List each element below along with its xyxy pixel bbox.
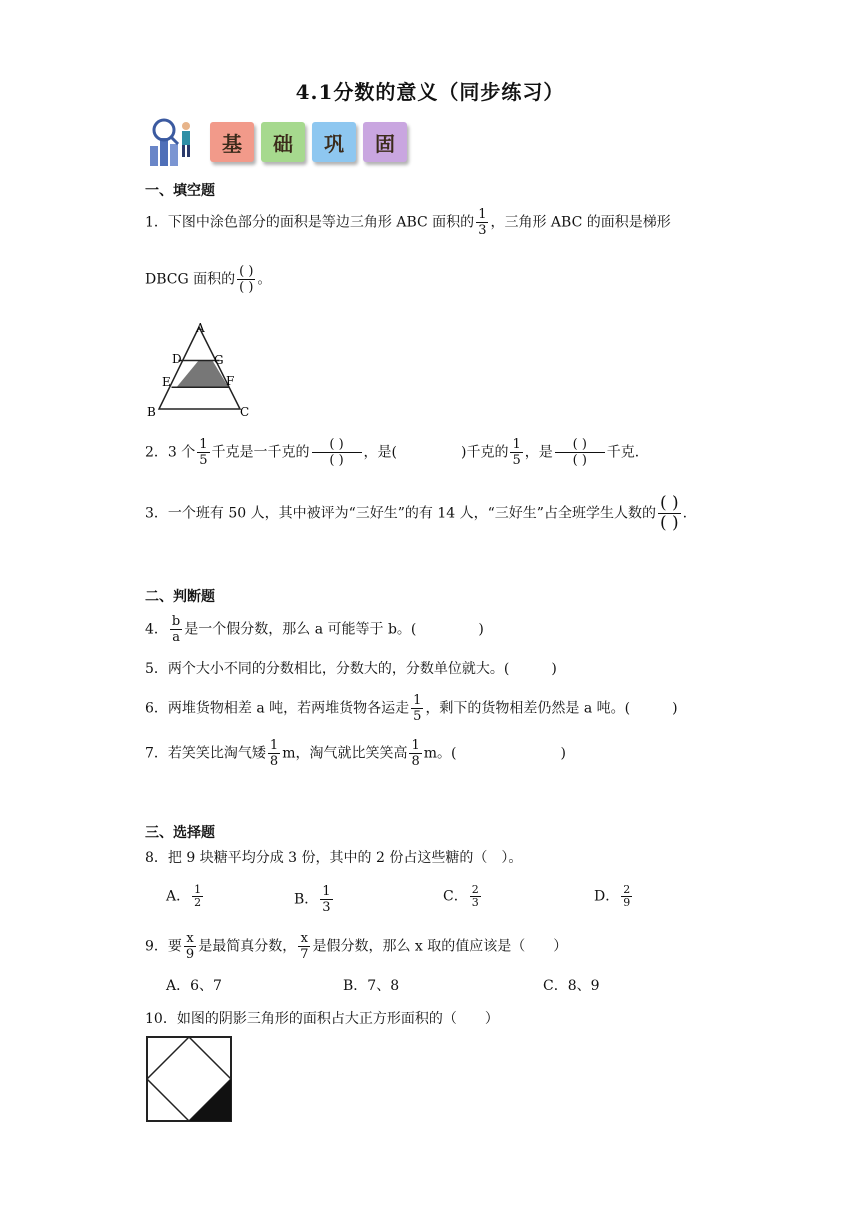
- magnifier-people-icon: [144, 116, 204, 168]
- square-diamond-figure: [144, 1034, 234, 1124]
- fraction-x-over-9: $\frac{x}{9}$: [185, 931, 195, 962]
- banner-char-3: 巩: [312, 122, 356, 162]
- option-b[interactable]: B．7、8: [343, 978, 400, 994]
- vertex-label-a: A: [196, 321, 205, 335]
- fraction-x-over-7: $\frac{x}{7}$: [300, 931, 309, 962]
- option-c[interactable]: C． $\frac{2}{3}$: [443, 883, 479, 909]
- fraction-b-over-a: $\frac{b}{a}$: [171, 614, 181, 645]
- question-1-line-1: 1．下图中涂色部分的面积是等边三角形 ABC 面积的 $\frac{1}{3}$ ，三角形 ABC 的面积是梯形: [145, 207, 671, 238]
- vertex-label-e: E: [162, 375, 171, 389]
- question-8: 8．把 9 块糖平均分成 3 份，其中的 2 份占这些糖的（ ）。: [145, 850, 523, 866]
- question-3: 3．一个班有 50 人，其中被评为“三好生”的有 14 人，“三好生”占全班学生人数的 $\frac{( )}{( )}$ .: [145, 493, 688, 533]
- answer-blank-fraction[interactable]: $\frac{( )}{( )}$: [312, 437, 362, 468]
- banner-char-1: 基: [210, 122, 254, 162]
- fraction-one-eighth: $\frac{1}{8}$: [411, 738, 420, 769]
- question-4: 4． $\frac{b}{a}$ 是一个假分数，那么 a 可能等于 b。( ): [145, 614, 484, 645]
- question-1-line-2: DBCG 面积的 $\frac{( )}{( )}$ 。: [145, 264, 272, 295]
- vertex-label-d: D: [172, 352, 182, 366]
- question-5: 5．两个大小不同的分数相比，分数大的，分数单位就大。( ): [145, 661, 557, 677]
- vertex-label-g: G: [214, 353, 224, 367]
- answer-blank-fraction[interactable]: $\frac{( )}{( )}$: [239, 264, 254, 295]
- vertex-label-b: B: [147, 405, 156, 418]
- banner: [144, 116, 414, 168]
- section-heading-multiple-choice: 三、选择题: [145, 825, 215, 841]
- banner-char-2: 础: [261, 122, 305, 162]
- section-heading-fill-in: 一、填空题: [145, 183, 215, 199]
- fraction-one-eighth: $\frac{1}{8}$: [269, 738, 279, 769]
- banner-char-4: 固: [363, 122, 407, 162]
- question-7: 7．若笑笑比淘气矮 $\frac{1}{8}$ m，淘气就比笑笑高 $\frac{1}{8}$ m。( ): [145, 738, 566, 769]
- section-heading-true-false: 二、判断题: [145, 589, 215, 605]
- option-a[interactable]: A．6、7: [166, 978, 222, 994]
- option-a[interactable]: A． $\frac{1}{2}$: [166, 883, 202, 909]
- question-9: 9．要 $\frac{x}{9}$ 是最简真分数， $\frac{x}{7}$ 是假分数，那么 x 取的值应该是（ ）: [145, 931, 568, 962]
- fraction-one-fifth: $\frac{1}{5}$: [512, 437, 521, 468]
- option-c[interactable]: C．8、9: [543, 978, 600, 994]
- fraction-one-fifth: $\frac{1}{5}$: [413, 693, 422, 724]
- answer-blank-fraction[interactable]: $\frac{( )}{( )}$: [555, 437, 605, 468]
- fraction-one-fifth: $\frac{1}{5}$: [199, 437, 208, 468]
- option-d[interactable]: D． $\frac{2}{9}$: [594, 883, 631, 909]
- vertex-label-c: C: [240, 405, 250, 418]
- option-b[interactable]: B． $\frac{1}{3}$: [294, 884, 331, 915]
- question-6: 6．两堆货物相差 a 吨，若两堆货物各运走 $\frac{1}{5}$ ，剩下的货物相差仍然是 a 吨。( ): [145, 693, 678, 724]
- question-10: 10．如图的阴影三角形的面积占大正方形面积的（ ）: [145, 1011, 499, 1027]
- vertex-label-f: F: [226, 374, 235, 388]
- page-title: 4.1分数的意义（同步练习）: [295, 80, 565, 104]
- answer-blank-fraction[interactable]: $\frac{( )}{( )}$: [659, 493, 679, 533]
- triangle-trapezoid-figure: [144, 318, 254, 418]
- fraction-one-third: $\frac{1}{3}$: [478, 207, 487, 238]
- question-2: 2．3 个 $\frac{1}{5}$ 千克是一千克的 $\frac{( )}{( )}$ ，是( )千克的 $\frac{1}{5}$ ，是 $\frac{( )}{( )}$ 千克．: [145, 437, 649, 468]
